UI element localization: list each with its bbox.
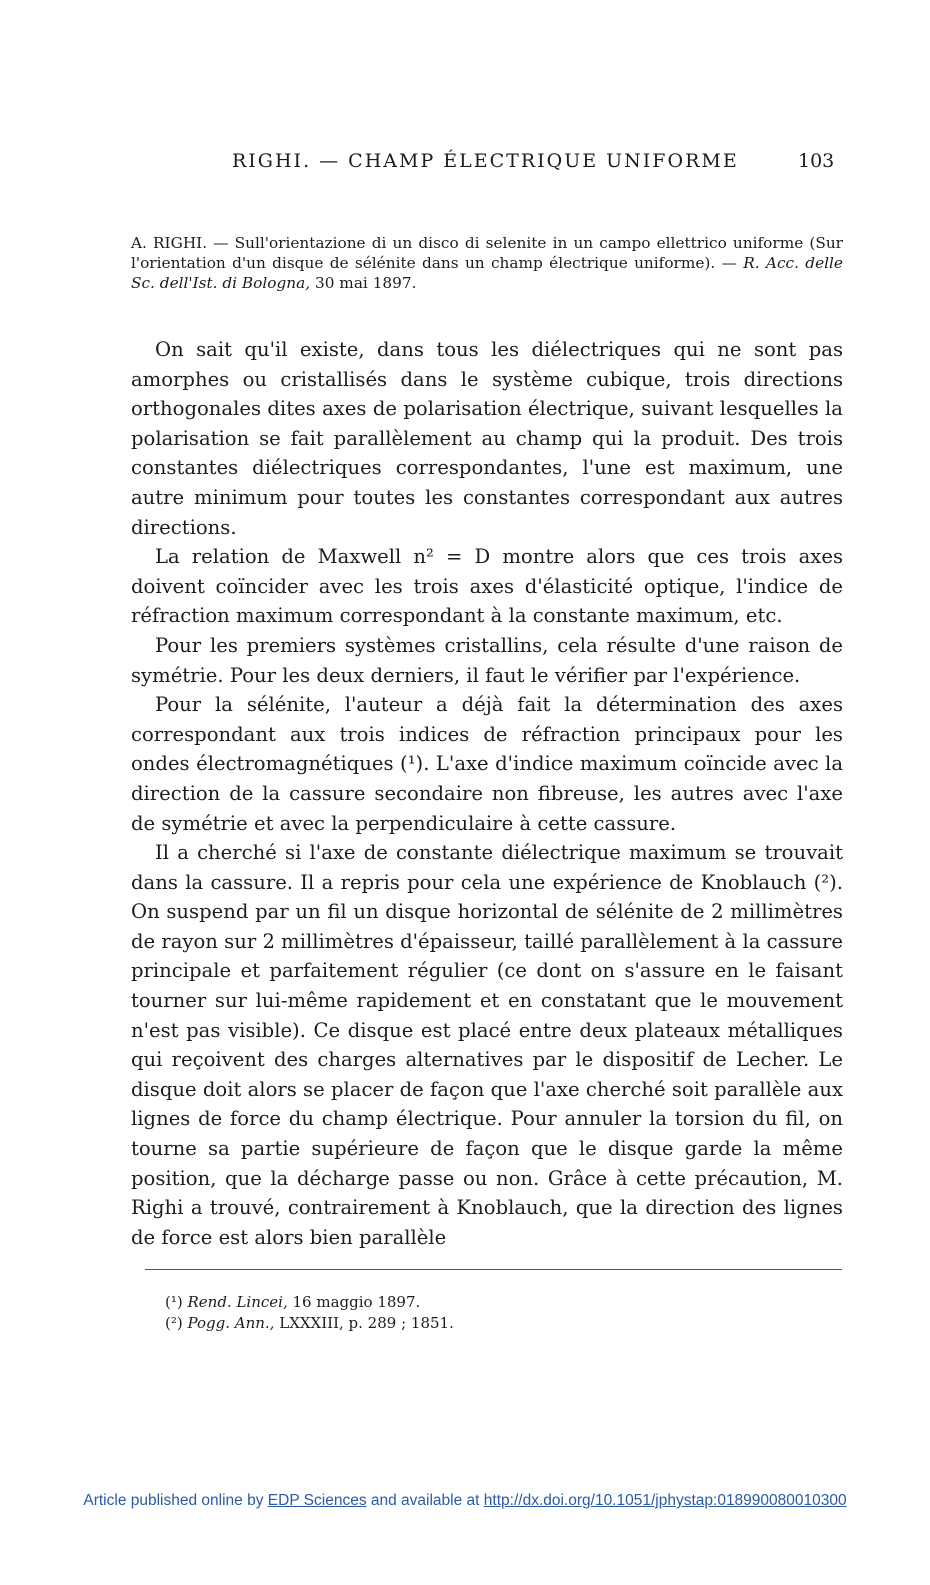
body-paragraph: On sait qu'il existe, dans tous les diélectriques qui ne sont pas amorphes ou cristallisés dans le système cubique, trois directions orthogonales dites axes de polarisation électrique, suivant lesquelles la polarisation se fait parallèlement au champ qui la produit. Des trois constantes diélectriques correspondantes, l'une est maximum, une autre minimum pour toutes les constantes correspondant aux autres directions. (131, 338, 843, 539)
bibliographic-abstract (131, 233, 843, 293)
page-number: 103 (798, 150, 835, 172)
footnote-source: Pogg. Ann., (187, 1314, 275, 1332)
footnote-divider (145, 1269, 842, 1270)
notice-middle: and available at (370, 1492, 480, 1509)
publisher-link[interactable]: EDP Sciences (267, 1492, 367, 1509)
abstract-date: 30 mai 1897. (314, 274, 417, 292)
body-paragraph: Pour les premiers systèmes cristallins, cela résulte d'une raison de symétrie. Pour les deux derniers, il faut le vérifier par l'expérience. (131, 633, 843, 687)
publication-notice (0, 1492, 930, 1510)
running-title: RIGHI. — CHAMP ÉLECTRIQUE UNIFORME (232, 150, 739, 172)
body-paragraph: Pour la sélénite, l'auteur a déjà fait la détermination des axes correspondant aux trois indices de réfraction principaux pour les ondes électromagnétiques (¹). L'axe d'indice maximum coïncide avec la direction de la cassure secondaire non fibreuse, les autres avec l'axe de symétrie et avec la perpendiculaire à cette cassure. (131, 693, 843, 835)
page-header (0, 150, 930, 180)
footnote-2 (165, 1313, 815, 1334)
footnote-detail: LXXXIII, p. 289 ; 1851. (279, 1314, 454, 1332)
abstract-journal: R. Acc. delle Sc. dell'Ist. di Bologna, (131, 254, 843, 292)
footnote-detail: 16 maggio 1897. (292, 1293, 421, 1311)
notice-prefix: Article published online by (83, 1492, 264, 1509)
footnote-mark: (²) (165, 1314, 183, 1332)
article-body (131, 335, 843, 1252)
abstract-text: Sull'orientazione di un disco di selenite in un campo ellettrico uniforme (Sur l'orientation d'un disque de sélénite dans un champ électrique uniforme). — (131, 234, 843, 272)
doi-link[interactable]: http://dx.doi.org/10.1051/jphystap:018990080010300 (483, 1492, 847, 1509)
footnote-1 (165, 1292, 815, 1313)
body-paragraph: Il a cherché si l'axe de constante diélectrique maximum se trouvait dans la cassure. Il a repris pour cela une expérience de Knoblauch (²). On suspend par un fil un disque horizontal de sélénite de 2 millimètres de rayon sur 2 millimètres d'épaisseur, taillé parallèlement à la cassure principale et parfaitement régulier (ce dont on s'assure en le faisant tourner sur lui-même rapidement et en constatant que le mouvement n'est pas visible). Ce disque est placé entre deux plateaux métalliques qui reçoivent des charges alternatives par le dispositif de Lecher. Le disque doit alors se placer de façon que l'axe cherché soit parallèle aux lignes de force du champ électrique. Pour annuler la torsion du fil, on tourne sa partie supérieure de façon que le disque garde la même position, que la décharge passe ou non. Grâce à cette précaution, M. Righi a trouvé, contrairement à Knoblauch, que la direction des lignes de force est alors bien parallèle (131, 841, 843, 1249)
footnote-source: Rend. Lincei, (187, 1293, 288, 1311)
abstract-author: A. RIGHI. — (131, 234, 229, 252)
footnotes (165, 1292, 815, 1334)
body-paragraph: La relation de Maxwell n² = D montre alors que ces trois axes doivent coïncider avec les trois axes d'élasticité optique, l'indice de réfraction maximum correspondant à la constante maximum, etc. (131, 545, 843, 628)
footnote-mark: (¹) (165, 1293, 183, 1311)
